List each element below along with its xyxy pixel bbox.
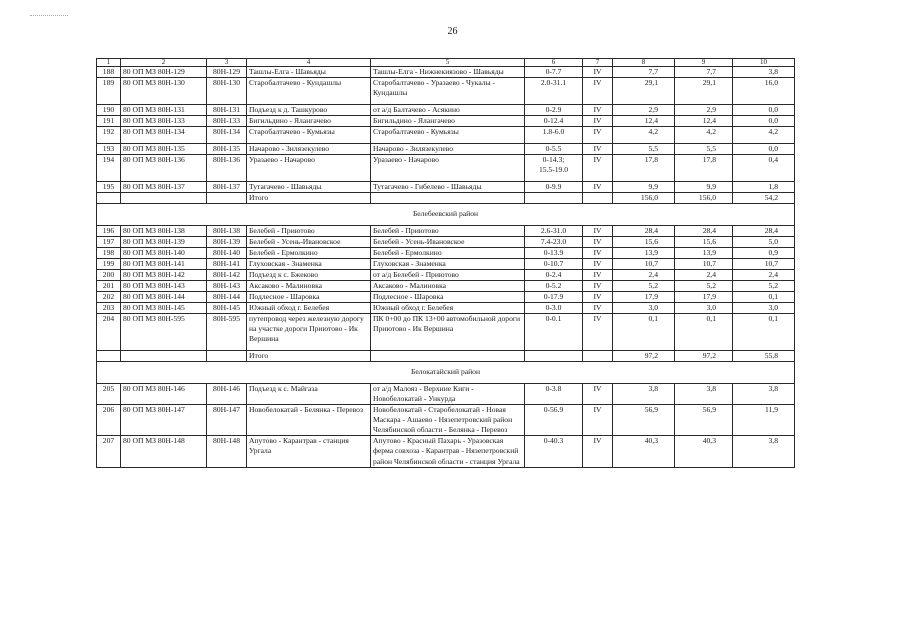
row-number: 207 bbox=[97, 436, 121, 467]
length-total: 29,1 bbox=[613, 78, 675, 105]
road-code: 80Н-144 bbox=[207, 292, 247, 303]
empty-cell bbox=[207, 193, 247, 204]
total-regional: 156,0 bbox=[675, 193, 733, 204]
road-id: 80 ОП МЗ 80Н-145 bbox=[121, 303, 207, 314]
length-hard-surface: 0,1 bbox=[733, 314, 795, 351]
road-code: 80Н-130 bbox=[207, 78, 247, 105]
road-route: Старобалтачево - Кумьязы bbox=[371, 127, 525, 144]
column-header: 7 bbox=[583, 59, 613, 67]
km-range: 0-3.0 bbox=[525, 303, 583, 314]
length-hard-surface: 1,8 bbox=[733, 182, 795, 193]
length-regional: 28,4 bbox=[675, 226, 733, 237]
road-route: ПК 0+00 до ПК 13+00 автомобильной дороги Приютово - Ик Вершина bbox=[371, 314, 525, 351]
table-row bbox=[97, 237, 795, 248]
road-code: 80Н-595 bbox=[207, 314, 247, 351]
road-name: Старобалтачево - Кумьязы bbox=[247, 127, 371, 144]
empty-cell bbox=[121, 351, 207, 362]
length-hard-surface: 0,9 bbox=[733, 248, 795, 259]
column-header: 4 bbox=[247, 59, 371, 67]
length-total: 3,8 bbox=[613, 384, 675, 405]
road-code: 80Н-133 bbox=[207, 116, 247, 127]
road-name: Старобалтачево - Кундашлы bbox=[247, 78, 371, 105]
length-total: 7,7 bbox=[613, 67, 675, 78]
road-name: Белебей - Усень-Ивановское bbox=[247, 237, 371, 248]
km-range: 2.6-31.0 bbox=[525, 226, 583, 237]
column-header: 8 bbox=[613, 59, 675, 67]
length-hard-surface: 3,8 bbox=[733, 384, 795, 405]
road-name: Новобелокатай - Белянка - Перевоз bbox=[247, 405, 371, 436]
category: IV bbox=[583, 292, 613, 303]
road-id: 80 ОП МЗ 80Н-131 bbox=[121, 105, 207, 116]
length-hard-surface: 0,0 bbox=[733, 105, 795, 116]
road-id: 80 ОП МЗ 80Н-143 bbox=[121, 281, 207, 292]
empty-cell bbox=[121, 193, 207, 204]
length-hard-surface: 0,4 bbox=[733, 155, 795, 182]
road-route: Новобелокатай - Старобелокатай - Новая Маскара - Ашаево - Нязепетровский район Челябинской области - Белянка - Перевоз bbox=[371, 405, 525, 436]
length-regional: 17,9 bbox=[675, 292, 733, 303]
length-hard-surface: 0,1 bbox=[733, 292, 795, 303]
length-hard-surface: 2,4 bbox=[733, 270, 795, 281]
road-name: Апутово - Карантрав - станция Ургала bbox=[247, 436, 371, 467]
category: IV bbox=[583, 436, 613, 467]
road-code: 80Н-146 bbox=[207, 384, 247, 405]
length-total: 10,7 bbox=[613, 259, 675, 270]
road-code: 80Н-139 bbox=[207, 237, 247, 248]
table-row bbox=[97, 182, 795, 193]
road-id: 80 ОП МЗ 80Н-133 bbox=[121, 116, 207, 127]
total-regional: 97,2 bbox=[675, 351, 733, 362]
road-id: 80 ОП МЗ 80Н-130 bbox=[121, 78, 207, 105]
empty-cell bbox=[525, 193, 583, 204]
length-total: 2,9 bbox=[613, 105, 675, 116]
length-regional: 2,4 bbox=[675, 270, 733, 281]
total-hard-surface: 54,2 bbox=[733, 193, 795, 204]
table-row bbox=[97, 155, 795, 182]
road-id: 80 ОП МЗ 80Н-147 bbox=[121, 405, 207, 436]
road-code: 80Н-138 bbox=[207, 226, 247, 237]
road-route: Ташлы-Елга - Нижнекиязово - Шавьяды bbox=[371, 67, 525, 78]
length-total: 15,6 bbox=[613, 237, 675, 248]
length-hard-surface: 16,0 bbox=[733, 78, 795, 105]
road-id: 80 ОП МЗ 80Н-595 bbox=[121, 314, 207, 351]
row-number: 194 bbox=[97, 155, 121, 182]
length-total: 40,3 bbox=[613, 436, 675, 467]
km-range: 1.8-6.0 bbox=[525, 127, 583, 144]
length-regional: 2,9 bbox=[675, 105, 733, 116]
column-header: 5 bbox=[371, 59, 525, 67]
road-code: 80Н-137 bbox=[207, 182, 247, 193]
road-id: 80 ОП МЗ 80Н-138 bbox=[121, 226, 207, 237]
road-route: Белебей - Усень-Ивановское bbox=[371, 237, 525, 248]
table-row bbox=[97, 78, 795, 105]
row-number: 192 bbox=[97, 127, 121, 144]
category: IV bbox=[583, 226, 613, 237]
column-header: 10 bbox=[733, 59, 795, 67]
table-row bbox=[97, 226, 795, 237]
category: IV bbox=[583, 155, 613, 182]
length-regional: 3,0 bbox=[675, 303, 733, 314]
road-name: Белебей - Приютово bbox=[247, 226, 371, 237]
road-id: 80 ОП МЗ 80Н-148 bbox=[121, 436, 207, 467]
km-range: 0-2.4 bbox=[525, 270, 583, 281]
road-code: 80Н-148 bbox=[207, 436, 247, 467]
length-total: 56,9 bbox=[613, 405, 675, 436]
category: IV bbox=[583, 270, 613, 281]
length-regional: 7,7 bbox=[675, 67, 733, 78]
category: IV bbox=[583, 259, 613, 270]
length-hard-surface: 3,8 bbox=[733, 436, 795, 467]
road-id: 80 ОП МЗ 80Н-141 bbox=[121, 259, 207, 270]
length-total: 4,2 bbox=[613, 127, 675, 144]
road-route: Аксаково - Малиновка bbox=[371, 281, 525, 292]
table-row bbox=[97, 405, 795, 436]
length-total: 0,1 bbox=[613, 314, 675, 351]
category: IV bbox=[583, 384, 613, 405]
table-row bbox=[97, 67, 795, 78]
road-code: 80Н-134 bbox=[207, 127, 247, 144]
road-id: 80 ОП МЗ 80Н-137 bbox=[121, 182, 207, 193]
length-hard-surface: 0,0 bbox=[733, 144, 795, 155]
road-id: 80 ОП МЗ 80Н-135 bbox=[121, 144, 207, 155]
road-id: 80 ОП МЗ 80Н-144 bbox=[121, 292, 207, 303]
km-range: 0-0.1 bbox=[525, 314, 583, 351]
header-row bbox=[97, 59, 795, 67]
length-hard-surface: 11,9 bbox=[733, 405, 795, 436]
empty-cell bbox=[583, 351, 613, 362]
row-number: 190 bbox=[97, 105, 121, 116]
road-route: Белебей - Приютово bbox=[371, 226, 525, 237]
road-name: Ташлы-Елга - Шавьяды bbox=[247, 67, 371, 78]
page-number: 26 bbox=[447, 26, 458, 37]
road-id: 80 ОП МЗ 80Н-140 bbox=[121, 248, 207, 259]
length-regional: 4,2 bbox=[675, 127, 733, 144]
section-title: Белокатайский район bbox=[97, 362, 795, 384]
row-number: 195 bbox=[97, 182, 121, 193]
road-route: Начарово - Зилязекулево bbox=[371, 144, 525, 155]
road-code: 80Н-147 bbox=[207, 405, 247, 436]
road-name: Белебей - Ермолкино bbox=[247, 248, 371, 259]
row-number: 198 bbox=[97, 248, 121, 259]
length-regional: 12,4 bbox=[675, 116, 733, 127]
road-name: Тутагачево - Шавьяды bbox=[247, 182, 371, 193]
table-row bbox=[97, 292, 795, 303]
empty-cell bbox=[97, 193, 121, 204]
row-number: 201 bbox=[97, 281, 121, 292]
table-row bbox=[97, 270, 795, 281]
column-header: 1 bbox=[97, 59, 121, 67]
length-regional: 13,9 bbox=[675, 248, 733, 259]
table-row bbox=[97, 105, 795, 116]
table-row bbox=[97, 127, 795, 144]
road-name: Подъезд к с. Майгаза bbox=[247, 384, 371, 405]
road-route: Старобалтачево - Уразаево - Чукалы - Кундашлы bbox=[371, 78, 525, 105]
length-total: 12,4 bbox=[613, 116, 675, 127]
road-id: 80 ОП МЗ 80Н-136 bbox=[121, 155, 207, 182]
roads-table bbox=[96, 58, 795, 468]
length-regional: 29,1 bbox=[675, 78, 733, 105]
km-range: 0-9.9 bbox=[525, 182, 583, 193]
road-name: Аксаково - Малиновка bbox=[247, 281, 371, 292]
road-name: Глуховская - Знаменка bbox=[247, 259, 371, 270]
column-header: 3 bbox=[207, 59, 247, 67]
length-regional: 3,8 bbox=[675, 384, 733, 405]
km-range: 0-14.3; 15.5-19.0 bbox=[525, 155, 583, 182]
road-name: Начарово - Зилязекулево bbox=[247, 144, 371, 155]
row-number: 196 bbox=[97, 226, 121, 237]
road-code: 80Н-129 bbox=[207, 67, 247, 78]
road-id: 80 ОП МЗ 80Н-146 bbox=[121, 384, 207, 405]
empty-cell bbox=[97, 351, 121, 362]
total-length: 156,0 bbox=[613, 193, 675, 204]
category: IV bbox=[583, 182, 613, 193]
length-regional: 9,9 bbox=[675, 182, 733, 193]
total-length: 97,2 bbox=[613, 351, 675, 362]
total-row bbox=[97, 351, 795, 362]
length-hard-surface: 5,0 bbox=[733, 237, 795, 248]
road-route: Тутагачево - Гибелево - Шавьяды bbox=[371, 182, 525, 193]
length-hard-surface: 5,2 bbox=[733, 281, 795, 292]
road-id: 80 ОП МЗ 80Н-139 bbox=[121, 237, 207, 248]
length-regional: 56,9 bbox=[675, 405, 733, 436]
total-label: Итого bbox=[247, 351, 371, 362]
road-id: 80 ОП МЗ 80Н-129 bbox=[121, 67, 207, 78]
category: IV bbox=[583, 303, 613, 314]
road-code: 80Н-135 bbox=[207, 144, 247, 155]
length-total: 17,9 bbox=[613, 292, 675, 303]
km-range: 0-40.3 bbox=[525, 436, 583, 467]
length-regional: 0,1 bbox=[675, 314, 733, 351]
road-name: Бигильдино - Ялангачево bbox=[247, 116, 371, 127]
road-route: от а/д Малояз - Верхние Киги - Новобелокатай - Ункурда bbox=[371, 384, 525, 405]
column-header: 9 bbox=[675, 59, 733, 67]
total-hard-surface: 55,8 bbox=[733, 351, 795, 362]
road-id: 80 ОП МЗ 80Н-142 bbox=[121, 270, 207, 281]
table-row bbox=[97, 436, 795, 467]
road-name: путепровод через железную дорогу на участке дороги Приютово - Ик Вершина bbox=[247, 314, 371, 351]
category: IV bbox=[583, 144, 613, 155]
row-number: 200 bbox=[97, 270, 121, 281]
scan-mark bbox=[30, 15, 68, 17]
km-range: 0-2.9 bbox=[525, 105, 583, 116]
length-hard-surface: 3,8 bbox=[733, 67, 795, 78]
km-range: 0-3.8 bbox=[525, 384, 583, 405]
road-route: от а/д Белебей - Приютово bbox=[371, 270, 525, 281]
road-name: Уразаево - Начарово bbox=[247, 155, 371, 182]
road-code: 80Н-131 bbox=[207, 105, 247, 116]
km-range: 0-12.4 bbox=[525, 116, 583, 127]
section-title-row bbox=[97, 204, 795, 226]
category: IV bbox=[583, 237, 613, 248]
length-hard-surface: 3,0 bbox=[733, 303, 795, 314]
length-total: 9,9 bbox=[613, 182, 675, 193]
column-header: 2 bbox=[121, 59, 207, 67]
empty-cell bbox=[583, 193, 613, 204]
row-number: 193 bbox=[97, 144, 121, 155]
km-range: 0-56.9 bbox=[525, 405, 583, 436]
section-title-row bbox=[97, 362, 795, 384]
road-code: 80Н-142 bbox=[207, 270, 247, 281]
length-hard-surface: 10,7 bbox=[733, 259, 795, 270]
km-range: 0-10.7 bbox=[525, 259, 583, 270]
table-body bbox=[97, 67, 795, 468]
road-route: от а/д Балтачево - Асякино bbox=[371, 105, 525, 116]
road-code: 80Н-136 bbox=[207, 155, 247, 182]
empty-cell bbox=[525, 351, 583, 362]
row-number: 197 bbox=[97, 237, 121, 248]
category: IV bbox=[583, 127, 613, 144]
row-number: 205 bbox=[97, 384, 121, 405]
table-row bbox=[97, 259, 795, 270]
length-total: 17,8 bbox=[613, 155, 675, 182]
road-code: 80Н-140 bbox=[207, 248, 247, 259]
km-range: 0-5.2 bbox=[525, 281, 583, 292]
km-range: 0-7.7 bbox=[525, 67, 583, 78]
length-hard-surface: 28,4 bbox=[733, 226, 795, 237]
total-row bbox=[97, 193, 795, 204]
table-row bbox=[97, 281, 795, 292]
km-range: 2.0-31.1 bbox=[525, 78, 583, 105]
length-total: 3,0 bbox=[613, 303, 675, 314]
length-regional: 10,7 bbox=[675, 259, 733, 270]
road-id: 80 ОП МЗ 80Н-134 bbox=[121, 127, 207, 144]
length-hard-surface: 4,2 bbox=[733, 127, 795, 144]
road-route: Подлесное - Шаровка bbox=[371, 292, 525, 303]
table-row bbox=[97, 248, 795, 259]
table-row bbox=[97, 303, 795, 314]
category: IV bbox=[583, 281, 613, 292]
total-label: Итого bbox=[247, 193, 371, 204]
road-route: Южный обход г. Белебея bbox=[371, 303, 525, 314]
road-name: Подъезд к д. Ташкурово bbox=[247, 105, 371, 116]
row-number: 189 bbox=[97, 78, 121, 105]
empty-cell bbox=[207, 351, 247, 362]
column-header: 6 bbox=[525, 59, 583, 67]
length-regional: 15,6 bbox=[675, 237, 733, 248]
empty-cell bbox=[371, 351, 525, 362]
length-total: 2,4 bbox=[613, 270, 675, 281]
length-regional: 40,3 bbox=[675, 436, 733, 467]
row-number: 204 bbox=[97, 314, 121, 351]
table-row bbox=[97, 314, 795, 351]
row-number: 203 bbox=[97, 303, 121, 314]
row-number: 206 bbox=[97, 405, 121, 436]
category: IV bbox=[583, 314, 613, 351]
length-total: 5,5 bbox=[613, 144, 675, 155]
road-name: Южный обход г. Белебея bbox=[247, 303, 371, 314]
table-row bbox=[97, 144, 795, 155]
length-hard-surface: 0,0 bbox=[733, 116, 795, 127]
road-code: 80Н-145 bbox=[207, 303, 247, 314]
table-row bbox=[97, 384, 795, 405]
row-number: 199 bbox=[97, 259, 121, 270]
row-number: 202 bbox=[97, 292, 121, 303]
length-total: 13,9 bbox=[613, 248, 675, 259]
category: IV bbox=[583, 67, 613, 78]
row-number: 188 bbox=[97, 67, 121, 78]
road-code: 80Н-143 bbox=[207, 281, 247, 292]
km-range: 0-5.5 bbox=[525, 144, 583, 155]
category: IV bbox=[583, 116, 613, 127]
road-code: 80Н-141 bbox=[207, 259, 247, 270]
row-number: 191 bbox=[97, 116, 121, 127]
road-route: Бигильдино - Ялангачево bbox=[371, 116, 525, 127]
road-route: Глуховская - Знаменка bbox=[371, 259, 525, 270]
section-title: Белебеевский район bbox=[97, 204, 795, 226]
km-range: 7.4-23.0 bbox=[525, 237, 583, 248]
km-range: 0-13.9 bbox=[525, 248, 583, 259]
category: IV bbox=[583, 405, 613, 436]
empty-cell bbox=[371, 193, 525, 204]
category: IV bbox=[583, 248, 613, 259]
length-regional: 5,5 bbox=[675, 144, 733, 155]
length-regional: 17,8 bbox=[675, 155, 733, 182]
category: IV bbox=[583, 105, 613, 116]
road-name: Подъезд к с. Бжеково bbox=[247, 270, 371, 281]
road-route: Уразаево - Начарово bbox=[371, 155, 525, 182]
length-regional: 5,2 bbox=[675, 281, 733, 292]
table-row bbox=[97, 116, 795, 127]
road-route: Белебей - Ермолкино bbox=[371, 248, 525, 259]
length-total: 5,2 bbox=[613, 281, 675, 292]
road-route: Апутово - Красный Пахарь - Уразовская ферма совхоза - Карантрав - Нязепетровский район Челябинской области - станция Ургала bbox=[371, 436, 525, 467]
road-name: Подлесное - Шаровка bbox=[247, 292, 371, 303]
length-total: 28,4 bbox=[613, 226, 675, 237]
km-range: 0-17.9 bbox=[525, 292, 583, 303]
category: IV bbox=[583, 78, 613, 105]
